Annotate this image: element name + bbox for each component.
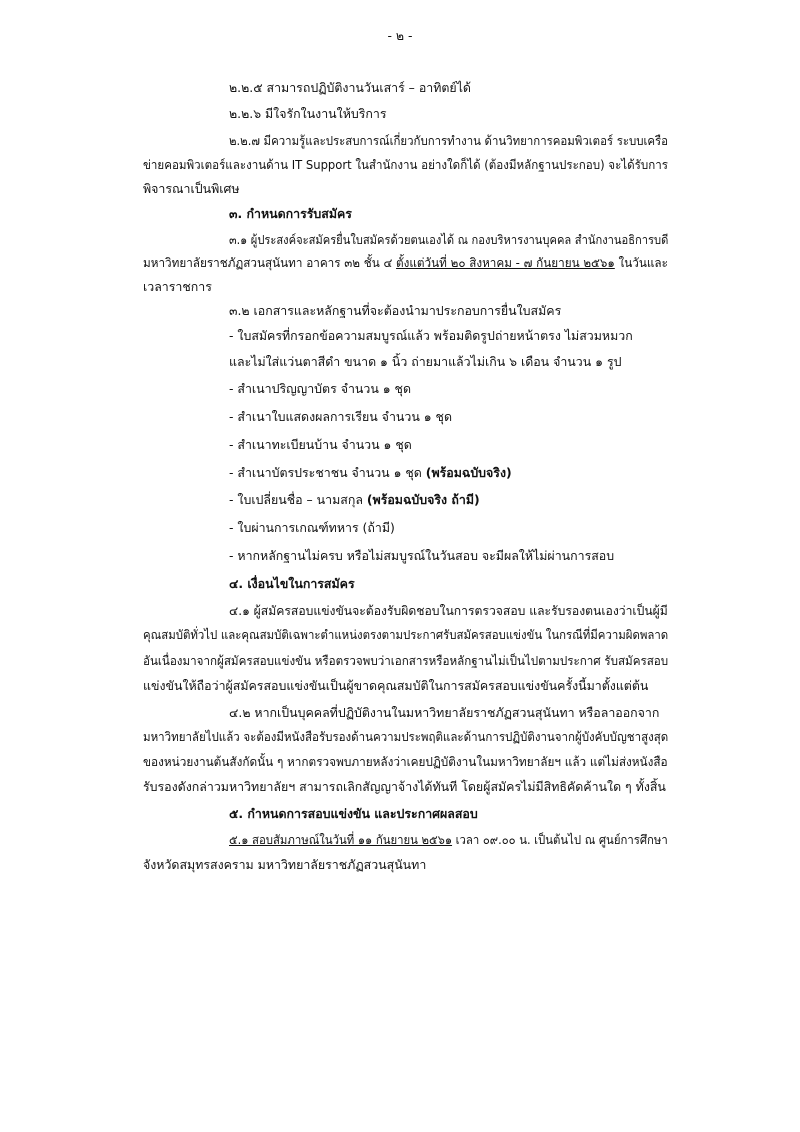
doc-name-change-text: - ใบเปลี่ยนชื่อ – นามสกุล bbox=[229, 492, 367, 507]
item-3-2: ๓.๒ เอกสารและหลักฐานที่จะต้องนำมาประกอบการยื่นใบสมัคร bbox=[229, 303, 562, 318]
item-4-1: ๔.๑ ผู้สมัครสอบแข่งขันจะต้องรับผิดชอบในการตรวจสอบ และรับรองตนเองว่าเป็นผู้มี bbox=[229, 603, 668, 618]
doc-transcript: - สำเนาใบแสดงผลการเรียน จำนวน ๑ ชุด bbox=[229, 409, 452, 424]
doc-id-card-text: - สำเนาบัตรประชาชน จำนวน ๑ ชุด bbox=[229, 465, 426, 480]
item-3-1-tail: ในวันและ bbox=[614, 255, 668, 270]
doc-military-service: - ใบผ่านการเกณฑ์ทหาร (ถ้ามี) bbox=[229, 520, 395, 535]
doc-id-card bbox=[229, 465, 512, 481]
page-number: - ๒ - bbox=[387, 28, 413, 43]
item-5-1-interview-date: ๕.๑ สอบสัมภาษณ์ในวันที่ ๑๑ กันยายน ๒๕๖๑ bbox=[229, 832, 453, 847]
item-5-1-tail: เวลา ๐๙.๐๐ น. เป็นต้นไป ณ ศูนย์การศึกษา bbox=[452, 832, 668, 847]
doc-house-registration: - สำเนาทะเบียนบ้าน จำนวน ๑ ชุด bbox=[229, 437, 412, 452]
doc-application-form-cont: และไม่ใส่แว่นตาสีดำ ขนาด ๑ นิ้ว ถ่ายมาแล้วไม่เกิน ๖ เดือน จำนวน ๑ รูป bbox=[229, 354, 622, 369]
doc-application-form: - ใบสมัครที่กรอกข้อความสมบูรณ์แล้ว พร้อมติดรูปถ่ายหน้าตรง ไม่สวมหมวก bbox=[229, 328, 633, 343]
item-2-2-6: ๒.๒.๖ มีใจรักในงานให้บริการ bbox=[229, 106, 387, 121]
item-3-1: ๓.๑ ผู้ประสงค์จะสมัครยื่นใบสมัครด้วยตนเองได้ ณ กองบริหารงานบุคคล สำนักงานอธิการบดี bbox=[229, 232, 669, 247]
heading-section-4: ๔. เงื่อนไขในการสมัคร bbox=[229, 576, 355, 591]
item-5-1-cont: จังหวัดสมุทรสงคราม มหาวิทยาลัยราชภัฏสวนสุนันทา bbox=[143, 857, 427, 872]
item-4-2-cont-1: มหาวิทยาลัยไปแล้ว จะต้องมีหนังสือรับรองด้านความประพฤติและด้านการปฏิบัติงานจากผู้บังคับบัญชาสูงสุด bbox=[143, 729, 669, 744]
item-2-2-7-cont-1: ข่ายคอมพิวเตอร์และงานด้าน IT Support ในสำนักงาน อย่างใดก็ได้ (ต้องมีหลักฐานประกอบ) จะได้รับการ bbox=[143, 157, 668, 172]
item-4-2-cont-3: รับรองดังกล่าวมหาวิทยาลัยฯ สามารถเลิกสัญญาจ้างได้ทันที โดยผู้สมัครไม่มีสิทธิคัดค้านใด ๆ ทั้งสิ้น bbox=[143, 779, 666, 794]
item-4-1-cont-3: แข่งขันให้ถือว่าผู้สมัครสอบแข่งขันเป็นผู้ขาดคุณสมบัติในการสมัครสอบแข่งขันครั้งนี้มาตั้งแต่ต้น bbox=[143, 678, 649, 693]
item-2-2-7: ๒.๒.๗ มีความรู้และประสบการณ์เกี่ยวกับการทำงาน ด้านวิทยาการคอมพิวเตอร์ ระบบเครือ bbox=[229, 133, 669, 148]
item-2-2-7-cont-2: พิจารณาเป็นพิเศษ bbox=[143, 181, 240, 196]
doc-incomplete-warning: - หากหลักฐานไม่ครบ หรือไม่สมบูรณ์ในวันสอบ จะมีผลให้ไม่ผ่านการสอบ bbox=[229, 548, 615, 563]
item-3-1-cont-1 bbox=[143, 255, 668, 271]
doc-name-change bbox=[229, 492, 480, 508]
item-4-1-cont-2: อันเนื่องมาจากผู้สมัครสอบแข่งขัน หรือตรวจพบว่าเอกสารหรือหลักฐานไม่เป็นไปตามประกาศ รับสมัครสอบ bbox=[143, 653, 669, 668]
item-2-2-5: ๒.๒.๕ สามารถปฏิบัติงานวันเสาร์ – อาทิตย์ได้ bbox=[229, 80, 471, 95]
item-3-1-date-range: ตั้งแต่วันที่ ๒๐ สิงหาคม - ๗ กันยายน ๒๕๖๑ bbox=[396, 255, 615, 270]
heading-section-5: ๕. กำหนดการสอบแข่งขัน และประกาศผลสอบ bbox=[229, 806, 478, 821]
item-3-1-cont-2: เวลาราชการ bbox=[143, 279, 212, 294]
item-3-1-building: มหาวิทยาลัยราชภัฏสวนสุนันทา อาคาร ๓๒ ชั้น ๔ bbox=[143, 255, 397, 270]
doc-id-card-note: (พร้อมฉบับจริง) bbox=[425, 465, 512, 480]
doc-degree-certificate: - สำเนาปริญญาบัตร จำนวน ๑ ชุด bbox=[229, 381, 412, 396]
item-4-2-cont-2: ของหน่วยงานต้นสังกัดนั้น ๆ หากตรวจพบภายหลังว่าเคยปฏิบัติงานในมหาวิทยาลัยฯ แล้ว แต่ไม่ส่งหนังสือ bbox=[143, 754, 668, 769]
item-4-2: ๔.๒ หากเป็นบุคคลที่ปฏิบัติงานในมหาวิทยาลัยราชภัฏสวนสุนันทา หรือลาออกจาก bbox=[229, 705, 660, 720]
heading-section-3: ๓. กำหนดการรับสมัคร bbox=[229, 206, 352, 221]
item-4-1-cont-1: คุณสมบัติทั่วไป และคุณสมบัติเฉพาะตำแหน่งตรงตามประกาศรับสมัครสอบแข่งขัน ในกรณีที่มีความผิดพลาด bbox=[143, 627, 669, 642]
doc-name-change-note: (พร้อมฉบับจริง ถ้ามี) bbox=[366, 492, 480, 507]
item-5-1 bbox=[229, 832, 668, 848]
